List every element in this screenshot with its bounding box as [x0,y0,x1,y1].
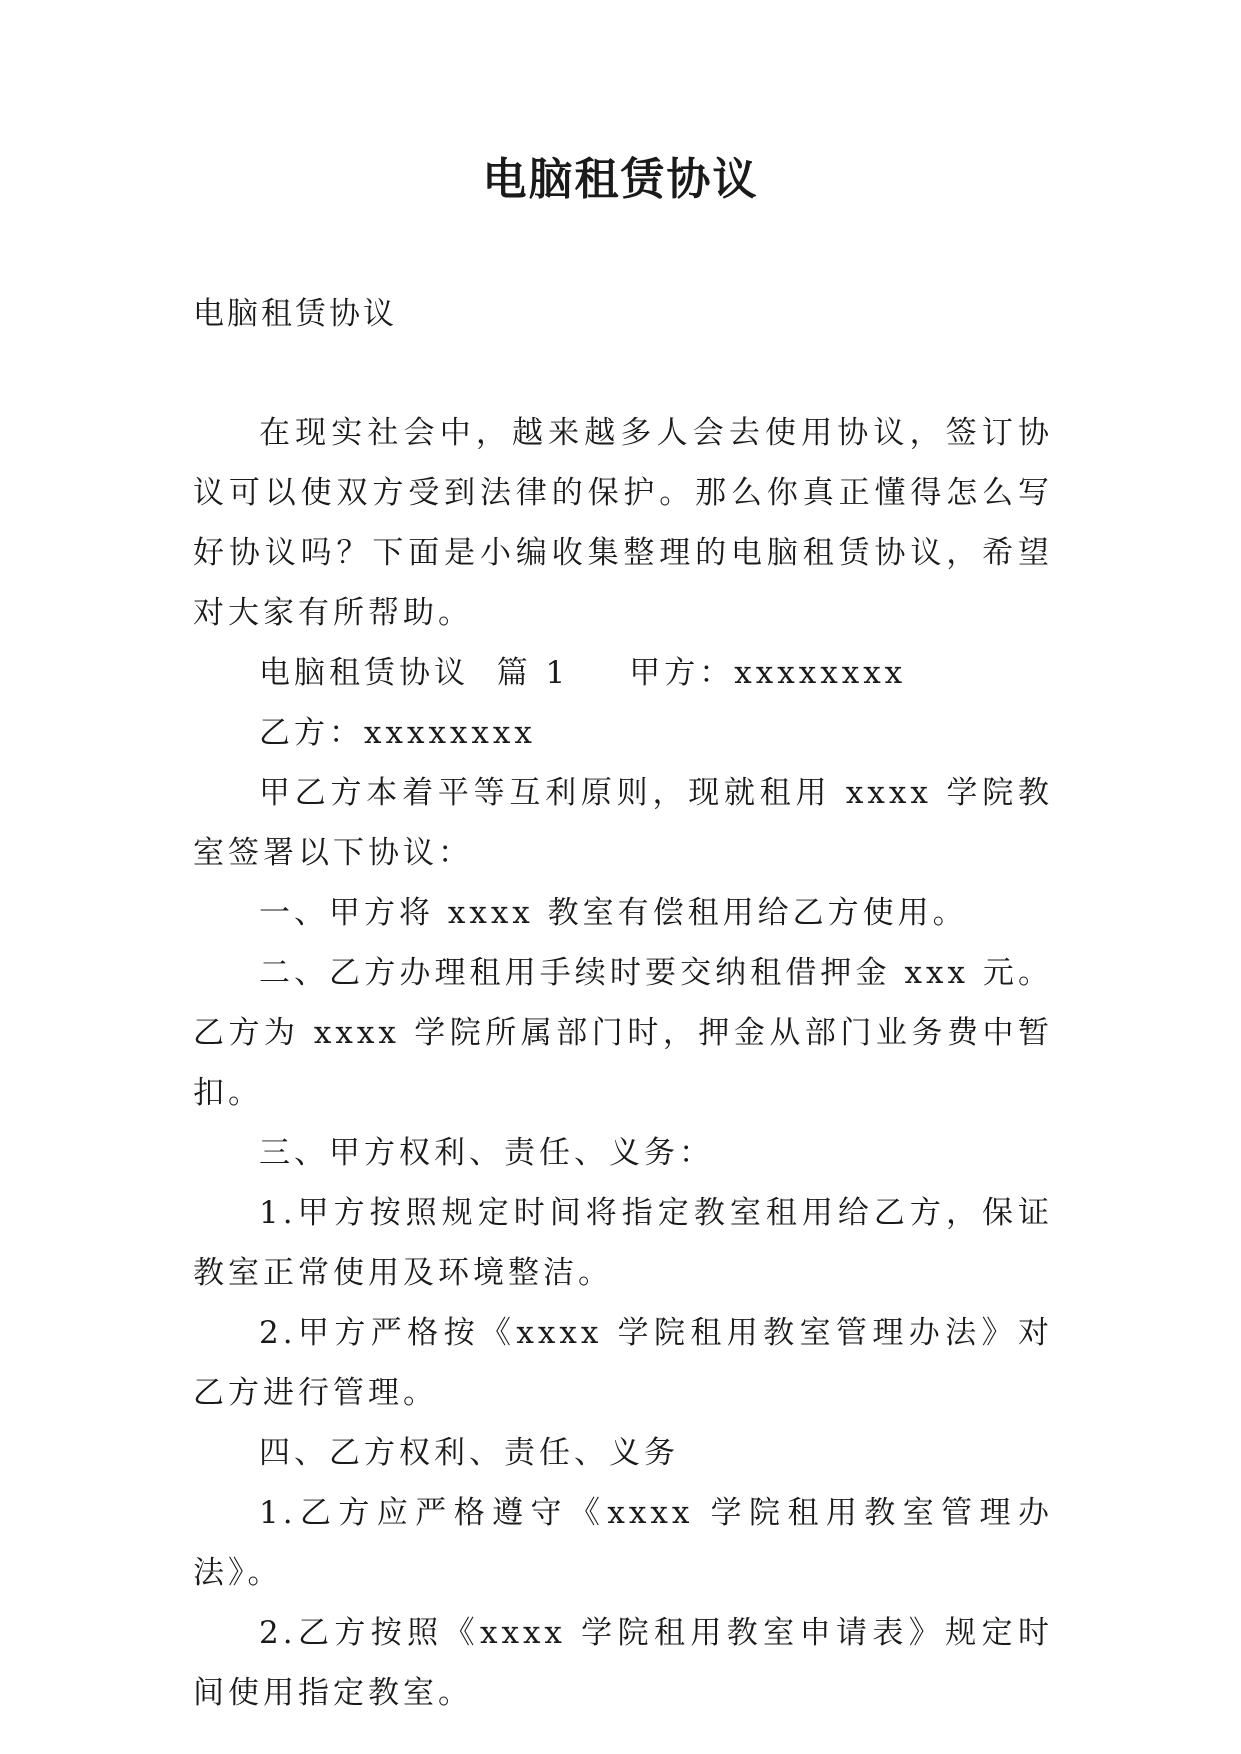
clause-3-heading: 三、甲方权利、责任、义务： [259,1135,714,1171]
section-heading-line [193,643,1053,703]
clause-4-heading: 四、乙方权利、责任、义务 [259,1435,679,1471]
document-body [193,403,1053,1723]
section-heading: 电脑租赁协议 篇 1 [259,655,570,691]
clause-4-item-2: 2.乙方按照《xxxx 学院租用教室申请表》规定时间使用指定教室。 [193,1615,1053,1711]
party-b: 乙方：xxxxxxxx [259,715,536,751]
document-title: 电脑租赁协议 [482,154,759,205]
clause-3-item-2: 2.甲方严格按《xxxx 学院租用教室管理办法》对乙方进行管理。 [193,1315,1053,1411]
document-subtitle: 电脑租赁协议 [193,296,397,332]
clause-2: 二、乙方办理租用手续时要交纳租借押金 xxx 元。乙方为 xxxx 学院所属部门时，押金从部门业务费中暂扣。 [193,955,1053,1111]
preamble-paragraph: 甲乙方本着平等互利原则，现就租用 xxxx 学院教室签署以下协议： [193,775,1053,871]
clause-1: 一、甲方将 xxxx 教室有偿租用给乙方使用。 [259,895,968,931]
clause-3-item-1: 1.甲方按照规定时间将指定教室租用给乙方，保证教室正常使用及环境整洁。 [193,1195,1053,1291]
intro-paragraph: 在现实社会中，越来越多人会去使用协议，签订协议可以使双方受到法律的保护。那么你真正懂得怎么写好协议吗？下面是小编收集整理的电脑租赁协议，希望对大家有所帮助。 [193,415,1053,631]
party-a: 甲方：xxxxxxxx [629,655,907,691]
clause-4-item-1: 1.乙方应严格遵守《xxxx 学院租用教室管理办法》。 [193,1495,1053,1591]
